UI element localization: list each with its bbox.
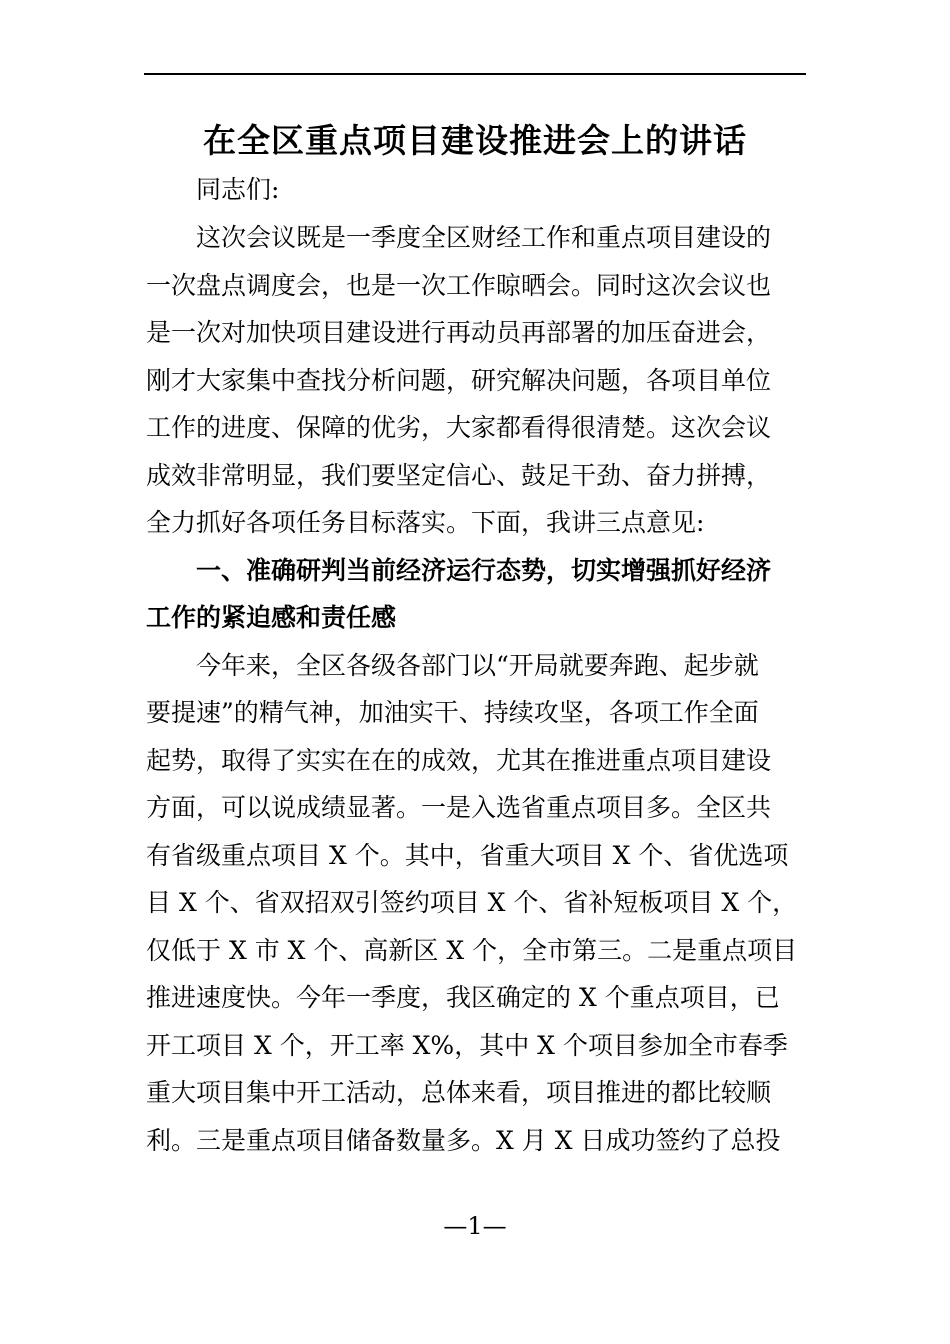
- page-title: 在全区重点项目建设推进会上的讲话: [203, 121, 747, 160]
- paragraph-1-line-3: 是一次对加快项目建设进行再动员再部署的加压奋进会，: [146, 318, 772, 347]
- paragraph-2-line-10: 重大项目集中开工活动，总体来看，项目推进的都比较顺: [146, 1078, 772, 1107]
- paragraph-1-line-1: 这次会议既是一季度全区财经工作和重点项目建设的: [196, 223, 772, 252]
- paragraph-2-line-9: 开工项目 X 个，开工率 X%，其中 X 个项目参加全市春季: [146, 1031, 788, 1060]
- page-number: —1—: [443, 1212, 507, 1240]
- paragraph-2-line-6: 目 X 个、省双招双引签约项目 X 个、省补短板项目 X 个，: [146, 888, 798, 917]
- paragraph-2-line-4: 方面，可以说成绩显著。一是入选省重点项目多。全区共: [146, 793, 772, 822]
- section-heading-1-line-1: 一、准确研判当前经济运行态势，切实增强抓好经济: [196, 556, 772, 585]
- paragraph-1-line-4: 刚才大家集中查找分析问题，研究解决问题，各项目单位: [146, 366, 772, 395]
- paragraph-2-line-11: 利。三是重点项目储备数量多。X 月 X 日成功签约了总投: [146, 1126, 781, 1155]
- paragraph-2-line-1: 今年来，全区各级各部门以“开局就要奔跑、起步就: [196, 651, 759, 680]
- paragraph-2-line-8: 推进速度快。今年一季度，我区确定的 X 个重点项目，已: [146, 983, 780, 1012]
- paragraph-1-line-5: 工作的进度、保障的优劣，大家都看得很清楚。这次会议: [146, 413, 772, 442]
- paragraph-2-line-7: 仅低于 X 市 X 个、高新区 X 个，全市第三。二是重点项目: [146, 936, 798, 965]
- paragraph-1-line-6: 成效非常明显，我们要坚定信心、鼓足干劲、奋力拼搏，: [146, 461, 772, 490]
- paragraph-2-line-2: 要提速”的精气神，加油实干、持续攻坚，各项工作全面: [146, 698, 759, 727]
- paragraph-2-line-5: 有省级重点项目 X 个。其中，省重大项目 X 个、省优选项: [146, 841, 789, 870]
- paragraph-1-line-7: 全力抓好各项任务目标落实。下面，我讲三点意见:: [146, 508, 705, 537]
- greeting: 同志们:: [196, 175, 280, 204]
- paragraph-2-line-3: 起势，取得了实实在在的成效，尤其在推进重点项目建设: [146, 746, 772, 775]
- header-rule: [144, 73, 806, 75]
- paragraph-1-line-2: 一次盘点调度会，也是一次工作晾晒会。同时这次会议也: [146, 271, 772, 300]
- section-heading-1-line-2: 工作的紧迫感和责任感: [146, 603, 397, 632]
